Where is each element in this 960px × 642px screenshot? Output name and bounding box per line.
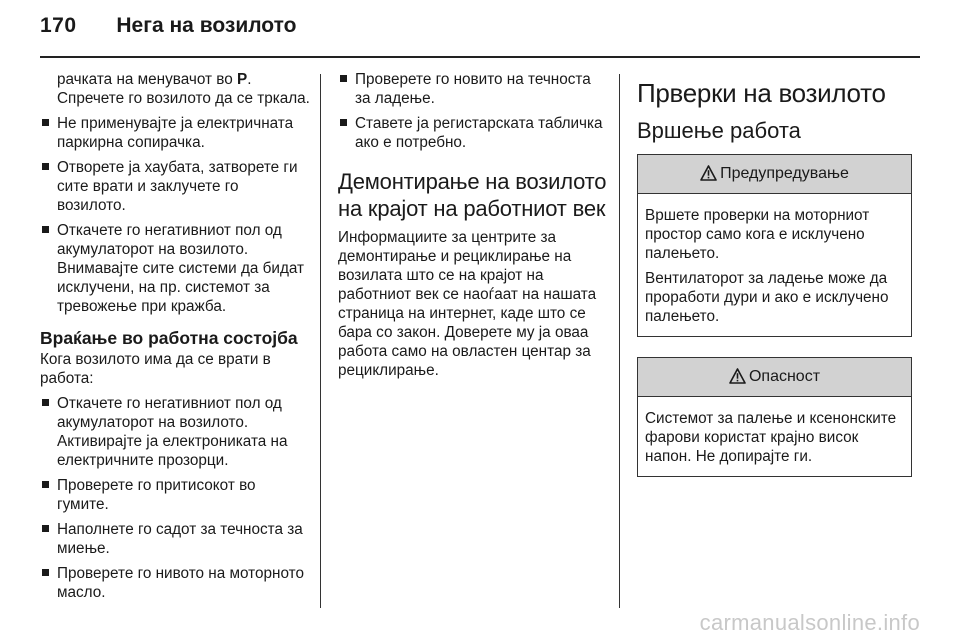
danger-box xyxy=(637,357,912,477)
list-item: Отворете ја хаубата, затворете ги сите врати и заклучете го возилото. xyxy=(40,158,310,215)
danger-triangle-icon xyxy=(729,368,746,384)
warning-header xyxy=(638,155,911,194)
warning-paragraph: Вентилаторот за ладење може да проработи дури и ако е исклучено палењето. xyxy=(645,270,889,325)
column-middle xyxy=(338,70,608,380)
page-number: 170 xyxy=(40,14,77,37)
column-divider-1 xyxy=(320,74,321,608)
subsection-title: Вршење работа xyxy=(637,118,801,143)
chapter-title: Прверки на возилото xyxy=(637,78,886,108)
column-divider-2 xyxy=(619,74,620,608)
section-intro: Кога возилото има да се врати в работа: xyxy=(40,351,271,387)
danger-label: Опасност xyxy=(748,368,821,385)
danger-header xyxy=(638,358,911,397)
list-item: Откачете го негативниот пол од акумулаторот на возилото. Активирајте ја електрониката на електричните прозорци. xyxy=(40,394,310,470)
list-item: Не применувајте ја електричната паркирна сопирачка. xyxy=(40,114,310,152)
column-left xyxy=(40,70,310,602)
page-header xyxy=(40,14,296,38)
danger-paragraph: Системот за палење и ксенонските фарови користат крајно висок напон. Не допирајте ги. xyxy=(645,410,897,465)
warning-box xyxy=(637,154,912,337)
list-item: Проверете го новито на течноста за ладење. xyxy=(338,70,608,108)
warning-body xyxy=(638,194,911,336)
warning-triangle-icon xyxy=(700,165,717,181)
list-item: Проверете го притисокот во гумите. xyxy=(40,476,310,514)
list-item: Откачете го негативниот пол од акумулаторот на возилото. Внимавајте сите системи да бидат исклучени, на пр. системот за тревожење при кражба. xyxy=(40,221,310,316)
bullet-list xyxy=(40,114,310,316)
bullet-list xyxy=(40,394,310,602)
danger-body xyxy=(638,397,911,476)
column-right xyxy=(637,70,912,497)
gear-position-p: P xyxy=(237,71,248,88)
watermark: carmanualsonline.info xyxy=(699,610,920,635)
header-rule xyxy=(40,56,920,58)
bullet-list xyxy=(338,70,608,152)
disposal-paragraph: Информациите за центрите за демонтирање и рециклирање на возилата што се на крајот на работниот век се наоѓаат на нашата страница на интернет, каде што се бара со закон. Доверете му ја оваа работа само на овластен центар за рециклирање. xyxy=(338,229,597,379)
page-title: Нега на возилото xyxy=(116,14,297,37)
warning-paragraph: Вршете проверки на моторниот простор само кога е исклучено палењето. xyxy=(645,207,870,262)
continued-paragraph: рачката на менувачот во P. Спречете го возилото да се тркала. xyxy=(57,71,310,107)
list-item: Наполнете го садот за течноста за миење. xyxy=(40,520,310,558)
section-heading-restore: Враќање во работна состојба xyxy=(40,328,298,348)
list-item: Проверете го нивото на моторното масло. xyxy=(40,564,310,602)
section-heading-disposal: Демонтирање на возилото на крајот на работниот век xyxy=(338,169,607,221)
warning-label: Предупредување xyxy=(720,165,849,182)
list-item: Ставете ја регистарската табличка ако е потребно. xyxy=(338,114,608,152)
